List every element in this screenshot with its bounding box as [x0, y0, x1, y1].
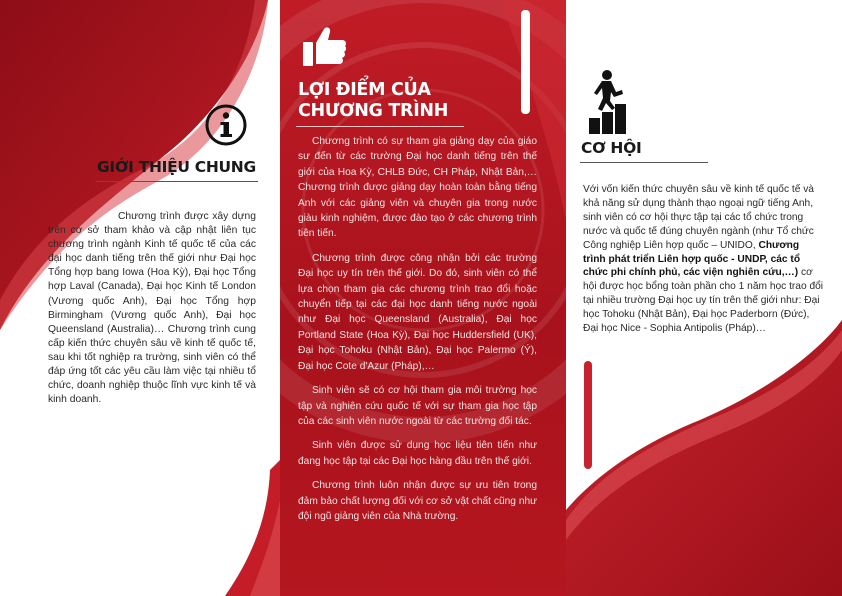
right-body-bold: Chương trình phát triển Liên hợp quốc - UNDP, các tổ chức phi chính phủ, các viện nghiên cứu,…)	[583, 239, 801, 279]
right-wave-bottom	[566, 320, 842, 596]
middle-paragraph-1: Chương trình có sự tham gia giảng dạy của giáo sư đến từ các trường Đại học danh tiếng trên thế giới của Hoa Kỳ, CHLB Đức, CH Pháp, Nhật Bản,… Chương trình được giảng dạy hoàn toàn bằng tiếng Anh với các giảng viên và chuyên gia trong nước giàu kinh nghiệm, được đào tạo ở các chương trình tiên tiến.	[298, 136, 537, 240]
climbing-steps-icon	[586, 68, 630, 134]
right-title: CƠ HỘI	[581, 139, 642, 157]
left-title-underline	[96, 181, 258, 182]
right-body-part2: cơ hội được học bổng toàn phần cho 1 năm học trao đổi tại nhiều trường Đại học uy tín trên thế giới như: Đại học Tohoku (Nhật Bản), Đại học Paderborn (Đức), Đại học Nice - Sophia Antipolis (Pháp)…	[583, 267, 824, 335]
middle-paragraph-3: Sinh viên sẽ có cơ hội tham gia môi trường học tập và nghiên cứu quốc tế với sự tham gia học tập của các sinh viên nước ngoài từ các trường đối tác.	[298, 385, 537, 427]
info-icon	[204, 102, 248, 148]
middle-title	[298, 80, 448, 122]
middle-title-line1: LỢI ĐIỂM CỦA	[298, 80, 431, 100]
middle-title-underline	[296, 126, 464, 127]
left-title: GIỚI THIỆU CHUNG	[97, 158, 256, 176]
left-body-paragraph: Chương trình được xây dựng trên cơ sở tham khảo và cập nhật liên tục chương trình ngành Kinh tế quốc tế của các đại học danh tiếng trên thế giới như Đại học Tổng hợp bang Iowa (Hoa Kỳ), Đại học Tổng hợp Laval (Canada), Đại học Kinh tế London (Vương quốc Anh), Đại học Tổng hợp Birmingham (Vương quốc Anh), Đại học Queensland (Australia)… Chương trình cung cấp kiến thức chuyên sâu về kinh tế quốc tế, sau khi tốt nghiệp ra trường, sinh viên có thể đáp ứng tốt các yêu cầu làm việc tại nhiều tổ chức, doanh nghiệp thuộc lĩnh vực kinh tế và kinh doanh.	[48, 211, 256, 406]
right-body-part1: Với vốn kiến thức chuyên sâu về kinh tế quốc tế và khả năng sử dụng thành thạo ngoại ngữ tiếng Anh, sinh viên có cơ hội thực tập tại các tổ chức trong nước và quốc tế đúng chuyên ngành (như Tổ chức Công nghiệp Liên hợp quốc – UNIDO,	[583, 184, 814, 251]
right-accent-bar	[584, 361, 592, 469]
right-body	[583, 183, 824, 336]
middle-title-line2: CHƯƠNG TRÌNH	[298, 101, 449, 121]
left-body	[48, 210, 256, 407]
middle-paragraph-4: Sinh viên được sử dụng học liệu tiên tiến như đang học tập tại các Đại học hàng đầu trên thế giới.	[298, 440, 537, 467]
thumbs-up-icon	[301, 25, 349, 69]
middle-paragraph-5: Chương trình luôn nhận được sự ưu tiên trong đảm bảo chất lượng đối với cơ sở vật chất cũng như đội ngũ giảng viên của Nhà trường.	[298, 480, 537, 522]
middle-paragraph-2: Chương trình được công nhận bởi các trường Đại học uy tín trên thế giới. Do đó, sinh viên có thể lựa chọn tham gia các chương trình trao đổi hoặc chuyển tiếp tại các đại học danh tiếng nước ngoài như Đại học Queensland (Australia), Đại học Portland State (Hoa Kỳ), Đại học Huddersfield (UK), Đại học Tohoku (Nhật Bản), Đại học Palermo (Ý), Đại học Cote d'Azur (Pháp),…	[298, 252, 537, 372]
middle-body	[298, 134, 537, 533]
middle-accent-bar	[521, 10, 530, 114]
right-title-underline	[580, 162, 708, 163]
